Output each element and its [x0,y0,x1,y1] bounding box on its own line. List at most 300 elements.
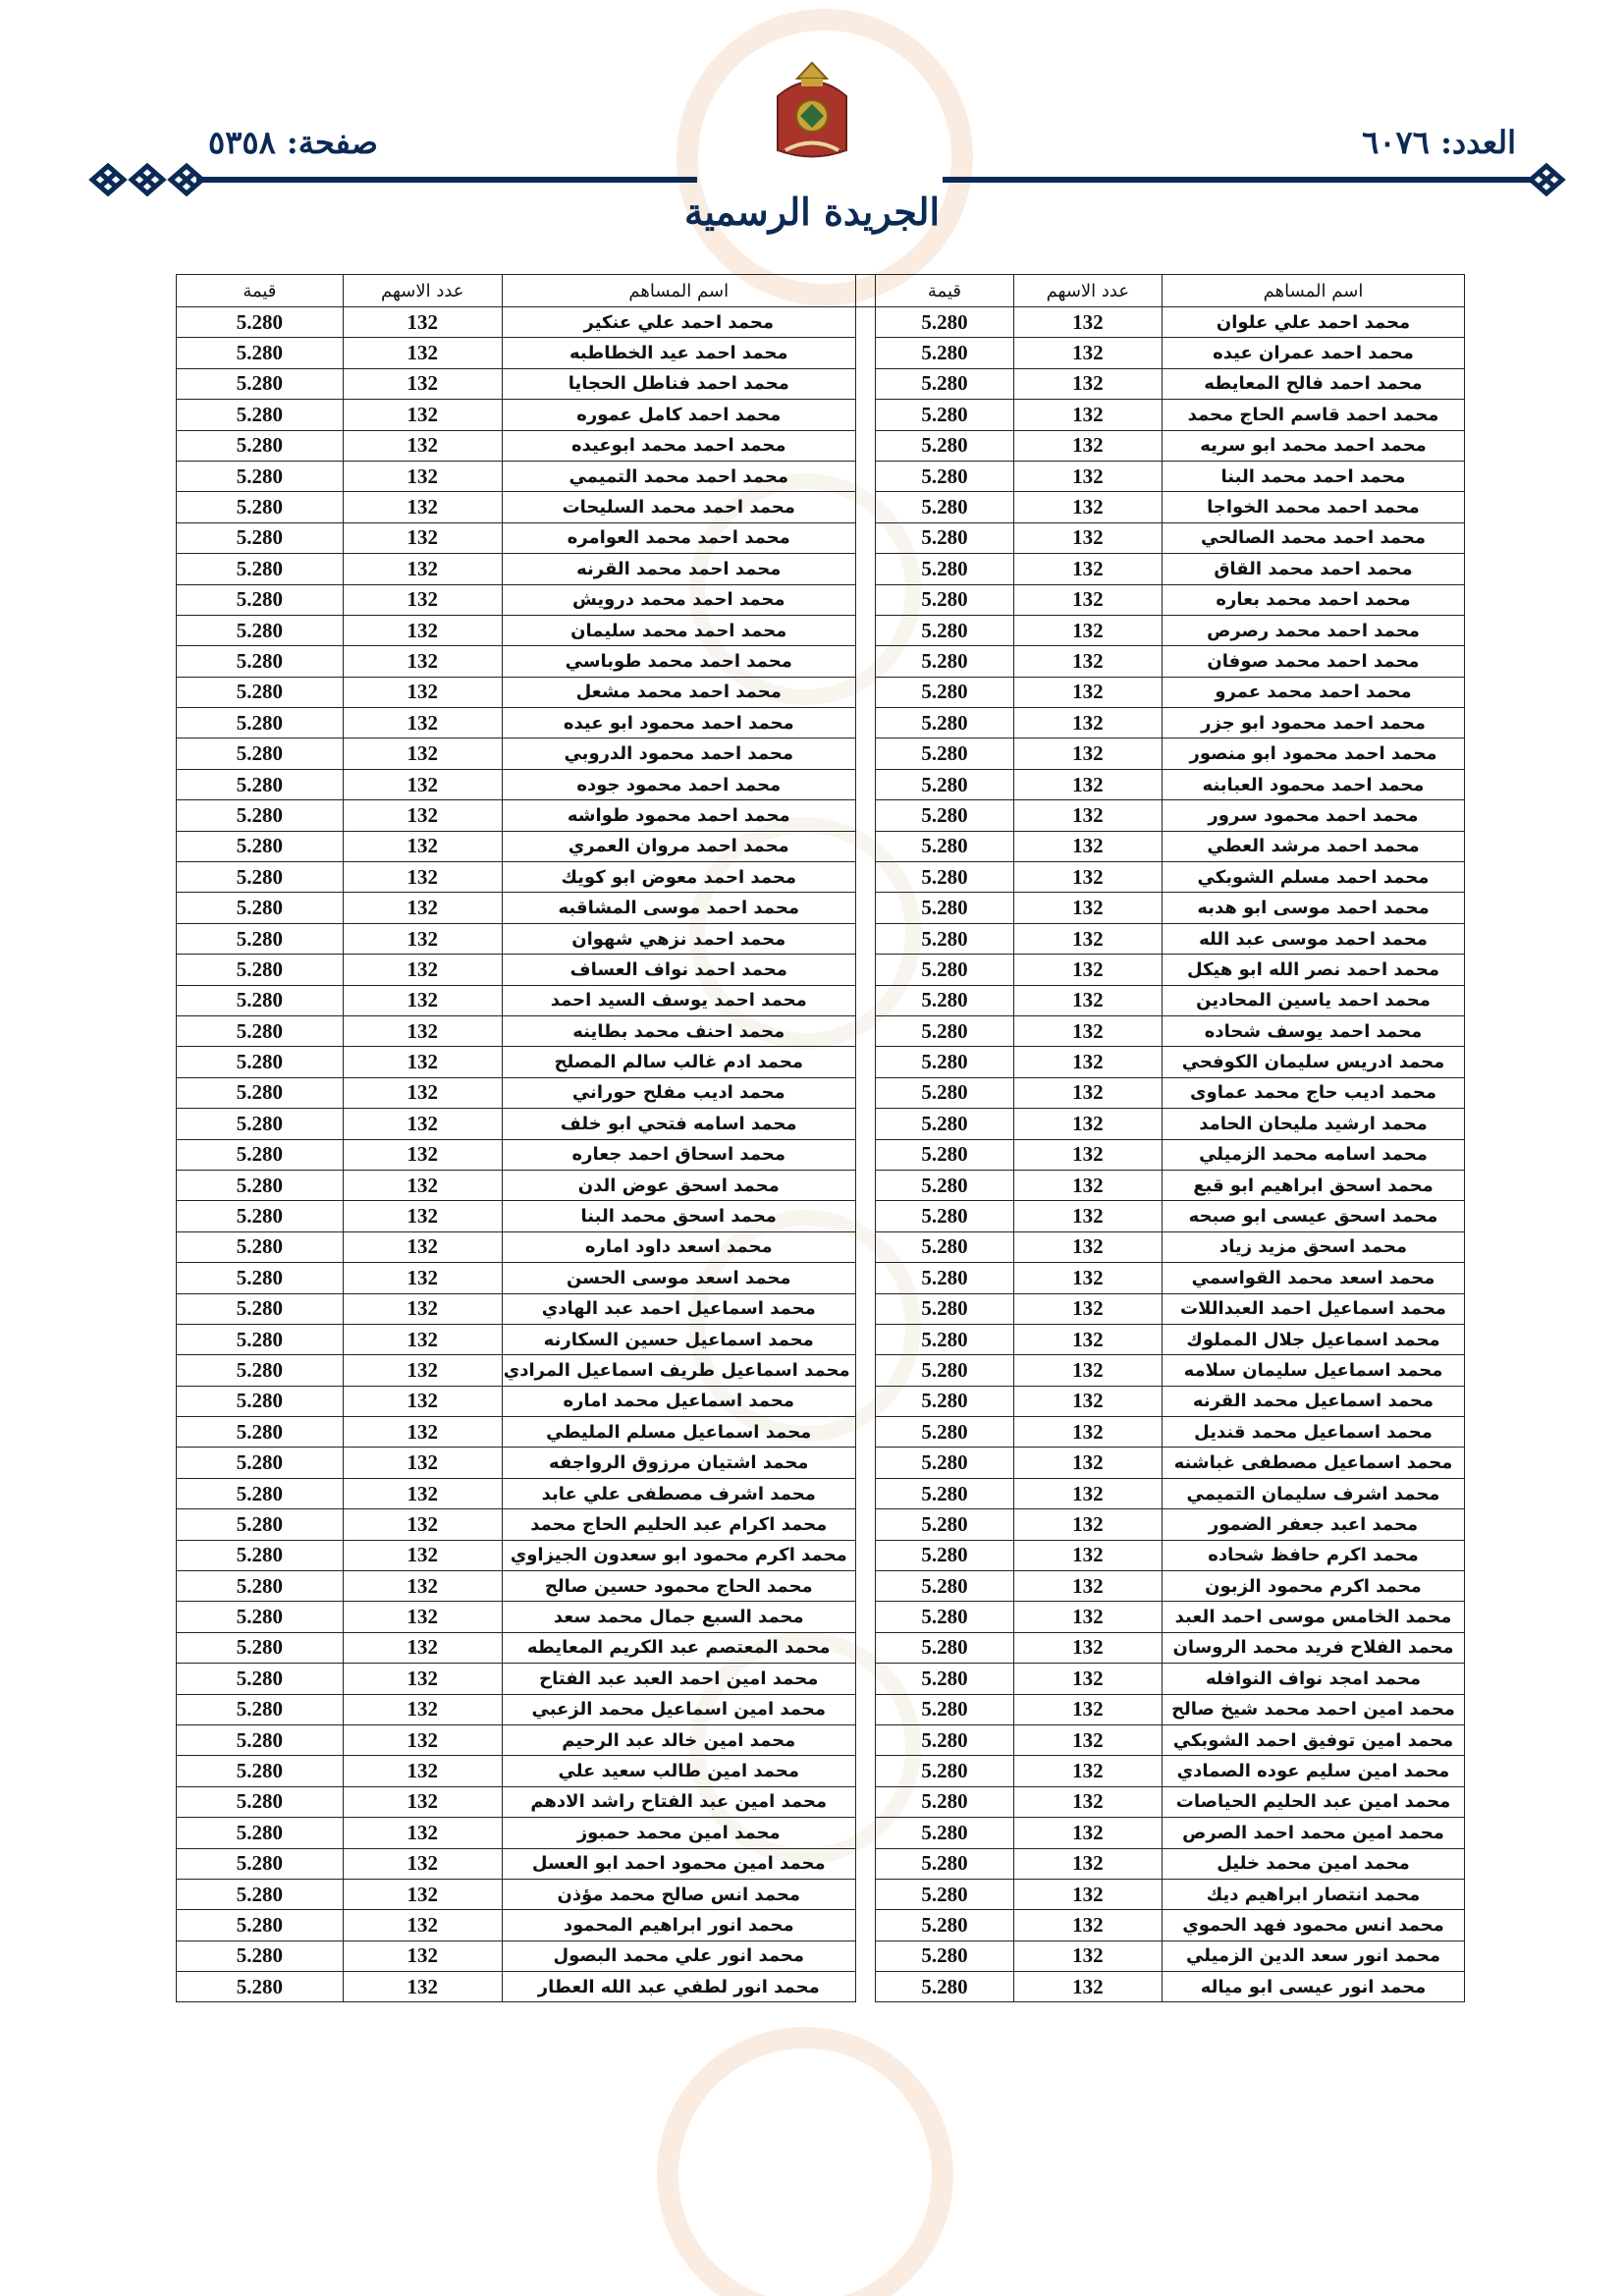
share-count: 132 [343,1632,502,1663]
share-count: 132 [343,554,502,584]
share-value: 5.280 [876,1231,1013,1262]
share-value: 5.280 [876,1448,1013,1478]
share-value: 5.280 [177,893,344,923]
table-row [177,1231,1465,1262]
share-count: 132 [1013,1386,1162,1416]
share-value: 5.280 [876,1848,1013,1879]
column-gap [855,1293,876,1324]
shareholder-name: محمد احمد محمد درويش [502,584,855,615]
share-value: 5.280 [876,307,1013,338]
table-row [177,862,1465,893]
share-count: 132 [1013,522,1162,553]
share-value: 5.280 [876,769,1013,799]
column-gap [855,1972,876,2002]
share-count: 132 [343,1972,502,2002]
shareholder-name: محمد انور لطفي عبد الله العطار [502,1972,855,2002]
shareholder-name: محمد امين سليم عوده الصمادي [1163,1756,1465,1786]
table-row [177,1910,1465,1941]
share-value: 5.280 [876,1324,1013,1354]
table-row [177,1509,1465,1540]
table-row [177,1694,1465,1724]
column-gap [855,1571,876,1602]
share-value: 5.280 [177,1015,344,1046]
shareholder-name: محمد انور ابراهيم المحمود [502,1910,855,1941]
share-value: 5.280 [177,862,344,893]
share-value: 5.280 [876,1047,1013,1077]
shareholder-name: محمد اشرف مصطفى علي عابد [502,1478,855,1508]
table-row [177,1571,1465,1602]
share-count: 132 [343,430,502,461]
share-value: 5.280 [177,1077,344,1108]
table-row [177,1015,1465,1046]
share-count: 132 [343,769,502,799]
column-gap [855,1324,876,1354]
share-count: 132 [343,862,502,893]
column-gap [855,1910,876,1941]
share-count: 132 [1013,1417,1162,1448]
share-value: 5.280 [177,1879,344,1909]
share-count: 132 [343,1941,502,1971]
share-count: 132 [1013,1478,1162,1508]
share-count: 132 [343,923,502,954]
share-value: 5.280 [876,738,1013,769]
shareholder-name: محمد امين عبد الحليم الحياصات [1163,1786,1465,1817]
page-title: الجريدة الرسمية [683,190,941,234]
table-row [177,831,1465,861]
share-value: 5.280 [876,1632,1013,1663]
share-count: 132 [343,1848,502,1879]
table-row [177,1417,1465,1448]
share-value: 5.280 [177,1509,344,1540]
share-value: 5.280 [177,1540,344,1570]
share-count: 132 [1013,1632,1162,1663]
share-value: 5.280 [876,1201,1013,1231]
column-gap [855,584,876,615]
shareholder-name: محمد اسماعيل محمد قنديل [1163,1417,1465,1448]
share-value: 5.280 [876,1724,1013,1755]
shareholder-name: محمد انور علي محمد البصول [502,1941,855,1971]
share-count: 132 [343,1109,502,1139]
shareholder-name: محمد اسعد محمد القواسمي [1163,1263,1465,1293]
share-value: 5.280 [177,430,344,461]
column-gap [855,708,876,738]
share-value: 5.280 [876,677,1013,707]
share-value: 5.280 [876,1355,1013,1386]
shareholder-name: محمد اسماعيل طريف اسماعيل المرادي [502,1355,855,1386]
shareholder-name: محمد امين احمد محمد شيخ صالح [1163,1694,1465,1724]
column-gap [855,1170,876,1200]
table-row [177,307,1465,338]
column-gap [855,985,876,1015]
shareholder-name: محمد احمد قاسم الحاج محمد [1163,400,1465,430]
shareholder-name: محمد احمد علي علوان [1163,307,1465,338]
shareholder-name: محمد احمد نزهي شهوان [502,923,855,954]
table-row [177,1263,1465,1293]
column-gap [855,1694,876,1724]
table-row [177,584,1465,615]
share-value: 5.280 [177,1293,344,1324]
share-count: 132 [343,1355,502,1386]
page-number: صفحة: ٥٣٥٨ [208,124,378,161]
column-gap [855,1602,876,1632]
shareholder-name: محمد احمد محمد ابوعيده [502,430,855,461]
column-gap [855,554,876,584]
table-row [177,1109,1465,1139]
column-gap [855,1386,876,1416]
table-row [177,1201,1465,1231]
share-count: 132 [1013,461,1162,491]
shareholder-name: محمد احمد محمد ابو سريه [1163,430,1465,461]
shareholder-name: محمد احمد محمود سرور [1163,800,1465,831]
share-value: 5.280 [177,615,344,645]
share-count: 132 [1013,769,1162,799]
share-count: 132 [343,1664,502,1694]
share-count: 132 [1013,1231,1162,1262]
shareholder-name: محمد احمد موسى عبد الله [1163,923,1465,954]
shareholder-name: محمد اديب حاج محمد عماوى [1163,1077,1465,1108]
share-count: 132 [343,338,502,368]
share-count: 132 [1013,307,1162,338]
share-count: 132 [343,1417,502,1448]
shareholder-name: محمد اسحق ابراهيم ابو قبع [1163,1170,1465,1200]
shareholder-name: محمد اشتيان مرزوق الرواجفه [502,1448,855,1478]
table-row [177,1602,1465,1632]
table-row [177,800,1465,831]
table-row [177,1972,1465,2002]
shareholder-name: محمد احمد محمد السليحات [502,492,855,522]
shareholder-name: محمد احمد محمد عمرو [1163,677,1465,707]
share-count: 132 [343,1324,502,1354]
share-count: 132 [343,1293,502,1324]
share-value: 5.280 [876,1386,1013,1416]
share-value: 5.280 [177,522,344,553]
share-count: 132 [343,1509,502,1540]
table-row [177,1170,1465,1200]
table-row [177,554,1465,584]
table-row [177,738,1465,769]
shareholder-name: محمد ادم غالب سالم المصلح [502,1047,855,1077]
share-count: 132 [343,1571,502,1602]
share-value: 5.280 [876,1602,1013,1632]
share-value: 5.280 [876,615,1013,645]
share-count: 132 [1013,1355,1162,1386]
share-count: 132 [343,1386,502,1416]
share-value: 5.280 [876,522,1013,553]
shareholder-name: محمد اسامه محمد الزميلي [1163,1139,1465,1170]
shareholder-name: محمد احمد مسلم الشوبكي [1163,862,1465,893]
shareholder-name: محمد اسامه فتحي ابو خلف [502,1109,855,1139]
table-row [177,615,1465,645]
table-row [177,1632,1465,1663]
shareholder-name: محمد انس صالح محمد مؤذن [502,1879,855,1909]
share-value: 5.280 [177,1417,344,1448]
column-gap [855,1756,876,1786]
shareholder-name: محمد احمد محمد مشعل [502,677,855,707]
share-count: 132 [1013,492,1162,522]
column-gap [855,1509,876,1540]
share-count: 132 [1013,738,1162,769]
share-count: 132 [1013,1109,1162,1139]
shareholder-name: محمد اكرام عبد الحليم الحاج محمد [502,1509,855,1540]
column-gap [855,307,876,338]
share-count: 132 [1013,893,1162,923]
column-gap [855,1139,876,1170]
share-count: 132 [1013,1571,1162,1602]
share-value: 5.280 [177,1818,344,1848]
table-row [177,708,1465,738]
share-value: 5.280 [177,1571,344,1602]
share-value: 5.280 [177,307,344,338]
table-row [177,1139,1465,1170]
shareholder-name: محمد احمد محمد رصرص [1163,615,1465,645]
share-value: 5.280 [876,1509,1013,1540]
share-value: 5.280 [876,430,1013,461]
shareholder-name: محمد احمد محمود ابو منصور [1163,738,1465,769]
shareholder-name: محمد احمد مروان العمري [502,831,855,861]
column-gap [855,1263,876,1293]
share-value: 5.280 [177,1386,344,1416]
column-gap [855,1848,876,1879]
share-count: 132 [343,1756,502,1786]
share-value: 5.280 [876,461,1013,491]
table-row [177,1448,1465,1478]
share-count: 132 [343,1910,502,1941]
col-header-value: قيمة [177,275,344,307]
table-row [177,1848,1465,1879]
column-gap [855,862,876,893]
shareholder-name: محمد امين عبد الفتاح راشد الادهم [502,1786,855,1817]
share-count: 132 [1013,368,1162,399]
share-value: 5.280 [876,584,1013,615]
shareholder-name: محمد احمد عيد الخطاطبه [502,338,855,368]
shareholder-name: محمد المعتصم عبد الكريم المعايطه [502,1632,855,1663]
share-value: 5.280 [177,1047,344,1077]
share-value: 5.280 [177,1478,344,1508]
column-gap [855,831,876,861]
shareholder-name: محمد احمد محمد القاق [1163,554,1465,584]
column-gap [855,955,876,985]
column-gap [855,400,876,430]
share-count: 132 [1013,1818,1162,1848]
share-count: 132 [343,1694,502,1724]
shareholder-name: محمد احمد موسى ابو هدبه [1163,893,1465,923]
share-count: 132 [343,1879,502,1909]
share-count: 132 [343,831,502,861]
header-rule-right [943,177,1532,183]
share-count: 132 [343,1015,502,1046]
column-gap [855,1786,876,1817]
share-value: 5.280 [876,1263,1013,1293]
shareholder-name: محمد امين احمد العبد عبد الفتاح [502,1664,855,1694]
issue-number: العدد: ٦٠٧٦ [1362,124,1516,161]
share-value: 5.280 [177,1201,344,1231]
shareholder-name: محمد اكرم محمود الزبون [1163,1571,1465,1602]
column-gap [855,275,876,307]
column-gap [855,677,876,707]
share-count: 132 [1013,1756,1162,1786]
share-value: 5.280 [177,800,344,831]
share-count: 132 [343,492,502,522]
share-value: 5.280 [876,800,1013,831]
table-row [177,492,1465,522]
share-count: 132 [343,1231,502,1262]
share-count: 132 [343,1818,502,1848]
share-value: 5.280 [876,708,1013,738]
share-count: 132 [1013,554,1162,584]
table-row [177,1077,1465,1108]
shareholder-name: محمد امين محمد خليل [1163,1848,1465,1879]
table-row [177,1664,1465,1694]
shareholder-name: محمد انس محمود فهد الحموي [1163,1910,1465,1941]
share-value: 5.280 [177,769,344,799]
share-count: 132 [1013,1170,1162,1200]
share-value: 5.280 [876,893,1013,923]
share-value: 5.280 [876,646,1013,677]
share-count: 132 [1013,862,1162,893]
share-value: 5.280 [177,492,344,522]
coat-of-arms-icon [768,57,856,165]
shareholder-name: محمد اسماعيل مصطفى غباشنه [1163,1448,1465,1478]
column-gap [855,1632,876,1663]
share-count: 132 [343,1077,502,1108]
shareholder-name: محمد احمد فناطل الحجايا [502,368,855,399]
share-count: 132 [1013,1786,1162,1817]
share-value: 5.280 [876,1664,1013,1694]
column-gap [855,1540,876,1570]
share-count: 132 [1013,1694,1162,1724]
share-value: 5.280 [177,1664,344,1694]
share-value: 5.280 [876,1879,1013,1909]
shareholder-name: محمد احمد موسى المشاقبه [502,893,855,923]
shareholder-name: محمد اسماعيل محمد القرنه [1163,1386,1465,1416]
shareholder-name: محمد احمد علي عنكير [502,307,855,338]
share-value: 5.280 [876,1293,1013,1324]
column-gap [855,1879,876,1909]
share-count: 132 [343,1540,502,1570]
share-count: 132 [1013,1015,1162,1046]
shareholder-name: محمد اسماعيل احمد عبد الهادي [502,1293,855,1324]
shareholder-name: محمد السبع جمال محمد سعد [502,1602,855,1632]
shareholder-name: محمد احمد محمد القرنه [502,554,855,584]
share-value: 5.280 [177,738,344,769]
col-header-name: اسم المساهم [1163,275,1465,307]
table-row [177,893,1465,923]
share-value: 5.280 [876,1941,1013,1971]
shareholder-name: محمد احمد نواف العساف [502,955,855,985]
share-count: 132 [343,985,502,1015]
share-count: 132 [343,1139,502,1170]
column-gap [855,1231,876,1262]
shareholder-name: محمد امين توفيق احمد الشوبكي [1163,1724,1465,1755]
shareholder-name: محمد امين محمد حمبوز [502,1818,855,1848]
column-gap [855,1818,876,1848]
share-value: 5.280 [177,338,344,368]
share-value: 5.280 [177,985,344,1015]
share-count: 132 [1013,1879,1162,1909]
table-row [177,1818,1465,1848]
share-value: 5.280 [876,554,1013,584]
share-count: 132 [343,307,502,338]
share-count: 132 [1013,708,1162,738]
shareholder-name: محمد اسماعيل سليمان سلامه [1163,1355,1465,1386]
column-gap [855,492,876,522]
share-value: 5.280 [177,1910,344,1941]
share-count: 132 [343,1786,502,1817]
shareholder-name: محمد امين محمود احمد ابو العسل [502,1848,855,1879]
share-count: 132 [1013,831,1162,861]
share-count: 132 [343,955,502,985]
shareholder-name: محمد احمد محمد التميمي [502,461,855,491]
shareholder-name: محمد انتصار ابراهيم ديك [1163,1879,1465,1909]
share-count: 132 [343,646,502,677]
table-row [177,1324,1465,1354]
share-value: 5.280 [876,862,1013,893]
shareholder-name: محمد احمد محمد بعاره [1163,584,1465,615]
shareholder-name: محمد انور سعد الدين الزميلي [1163,1941,1465,1971]
table-row [177,1941,1465,1971]
share-value: 5.280 [177,646,344,677]
share-count: 132 [1013,1077,1162,1108]
share-value: 5.280 [876,1818,1013,1848]
col-header-shares: عدد الاسهم [1013,275,1162,307]
share-count: 132 [343,1047,502,1077]
column-gap [855,1077,876,1108]
shareholder-name: محمد اسماعيل احمد العبداللات [1163,1293,1465,1324]
share-value: 5.280 [876,923,1013,954]
share-count: 132 [343,893,502,923]
share-value: 5.280 [876,492,1013,522]
shareholder-name: محمد اعبد جعفر الضمور [1163,1509,1465,1540]
share-value: 5.280 [177,1170,344,1200]
share-count: 132 [1013,1941,1162,1971]
column-gap [855,923,876,954]
share-value: 5.280 [177,584,344,615]
share-count: 132 [1013,1201,1162,1231]
column-gap [855,1941,876,1971]
column-gap [855,368,876,399]
share-count: 132 [1013,430,1162,461]
shareholder-name: محمد اديب مفلح حوراني [502,1077,855,1108]
column-gap [855,769,876,799]
share-value: 5.280 [876,368,1013,399]
shareholder-name: محمد اسماعيل جلال المملوك [1163,1324,1465,1354]
table-row [177,1478,1465,1508]
share-value: 5.280 [177,368,344,399]
column-gap [855,1201,876,1231]
shareholder-name: محمد اسعد داود اماره [502,1231,855,1262]
shareholder-name: محمد امين طالب سعيد علي [502,1756,855,1786]
shareholder-name: محمد احمد معوض ابو كويك [502,862,855,893]
share-value: 5.280 [177,554,344,584]
table-row [177,985,1465,1015]
share-value: 5.280 [876,1478,1013,1508]
table-row [177,1540,1465,1570]
share-count: 132 [343,400,502,430]
table-row [177,769,1465,799]
shareholder-name: محمد اسماعيل مسلم المليطي [502,1417,855,1448]
share-count: 132 [1013,1602,1162,1632]
table-row [177,1047,1465,1077]
share-count: 132 [1013,1724,1162,1755]
table-row [177,955,1465,985]
column-gap [855,1478,876,1508]
shareholder-name: محمد احمد نصر الله ابو هيكل [1163,955,1465,985]
share-count: 132 [343,615,502,645]
share-value: 5.280 [177,677,344,707]
table-header-row [177,275,1465,307]
share-value: 5.280 [177,1231,344,1262]
shareholder-name: محمد احمد ياسين المحادين [1163,985,1465,1015]
